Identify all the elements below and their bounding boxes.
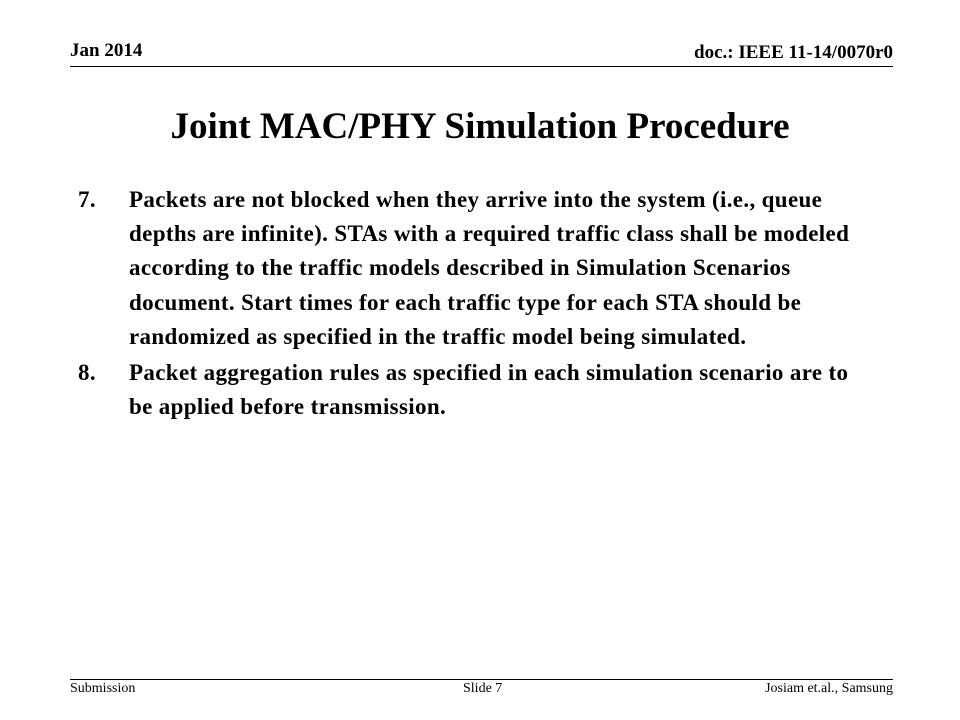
header-doc-id: doc.: IEEE 11-14/0070r0 [694,42,893,63]
procedure-list [78,183,878,426]
list-item-number: 7. [78,187,96,212]
list-item-text: Packets are not blocked when they arrive into the system (i.e., queue depths are infinite). STAs with a required traffic class shall be modeled according to the traffic models described in Simulation Scenarios document. Start times for each traffic type for each STA should be randomized as specified in the traffic model being simulated. [129,187,850,349]
footer-divider [70,679,893,680]
footer-authors: Josiam et.al., Samsung [765,681,893,696]
list-item-text: Packet aggregation rules as specified in each simulation scenario are to be applied before transmission. [129,360,849,420]
header-divider [70,66,893,67]
list-item [78,356,878,424]
footer-slide-number: Slide 7 [463,681,503,696]
footer-submission: Submission [70,681,136,696]
slide-title: Joint MAC/PHY Simulation Procedure [170,106,790,147]
list-item-number: 8. [78,360,96,386]
header-date: Jan 2014 [70,40,143,61]
list-item [78,183,878,354]
